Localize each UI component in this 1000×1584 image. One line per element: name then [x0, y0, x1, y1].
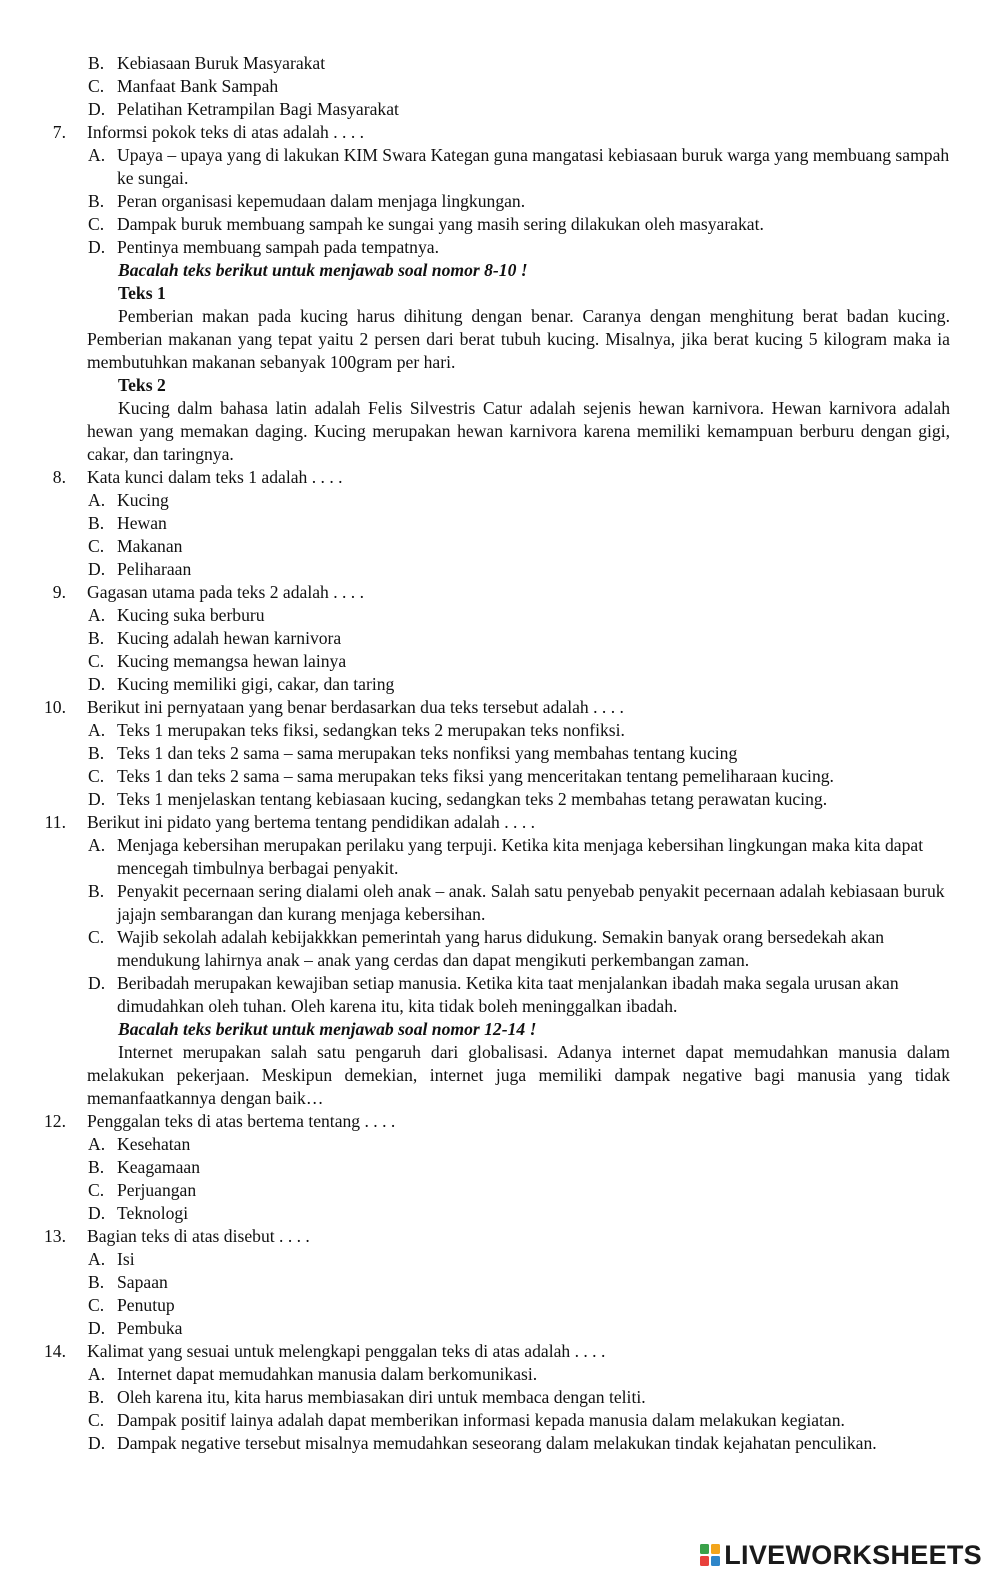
option-7b[interactable]	[0, 190, 1000, 213]
option-text: Makanan	[117, 536, 183, 556]
option-12a[interactable]	[0, 1133, 1000, 1156]
option-10d[interactable]	[0, 788, 1000, 811]
option-letter: D.	[88, 1433, 106, 1453]
option-letter: C.	[88, 536, 105, 556]
question-number: 8.	[52, 467, 66, 487]
option-14a[interactable]	[0, 1363, 1000, 1386]
speech-excerpt: Internet merupakan salah satu pengaruh dari globalisasi. Adanya internet dapat memudahkan manusia dalam melakukan pekerjaan. Meskipun demekian, internet juga memiliki dampak negative bagi manusia yang tidak memanfaatkannya dengan baik…	[87, 1042, 950, 1108]
option-8a[interactable]	[0, 489, 1000, 512]
option-8d[interactable]	[0, 558, 1000, 581]
option-text: Keagamaan	[117, 1157, 201, 1177]
question-number: 12.	[44, 1111, 66, 1131]
option-letter: D.	[88, 674, 106, 694]
option-14d[interactable]	[0, 1432, 1000, 1455]
option-letter: A.	[88, 1249, 106, 1269]
option-7d[interactable]	[0, 236, 1000, 259]
option-13d[interactable]	[0, 1317, 1000, 1340]
option-text: Peliharaan	[117, 559, 192, 579]
option-9b[interactable]	[0, 627, 1000, 650]
option-letter: D.	[88, 973, 106, 993]
option-letter: D.	[88, 1318, 106, 1338]
option-letter: B.	[88, 743, 105, 763]
option-10a[interactable]	[0, 719, 1000, 742]
option-8b[interactable]	[0, 512, 1000, 535]
option-letter: B.	[88, 191, 105, 211]
option-letter: D.	[88, 237, 106, 257]
option-letter: B.	[88, 513, 105, 533]
text-1-title: Teks 1	[118, 283, 166, 303]
option-letter: B.	[88, 1387, 105, 1407]
question-number: 14.	[44, 1341, 66, 1361]
question-number: 7.	[52, 122, 66, 142]
option-text: Teks 1 dan teks 2 sama – sama merupakan teks nonfiksi yang membahas tentang kucing	[117, 743, 738, 763]
option-text: Oleh karena itu, kita harus membiasakan diri untuk membaca dengan teliti.	[117, 1387, 646, 1407]
option-9c[interactable]	[0, 650, 1000, 673]
liveworksheets-logo-icon	[699, 1543, 721, 1567]
option-6d[interactable]	[0, 98, 1000, 121]
option-letter: B.	[88, 628, 105, 648]
option-letter: D.	[88, 789, 106, 809]
question-number: 9.	[52, 582, 66, 602]
option-letter: A.	[88, 145, 106, 165]
question-text: Gagasan utama pada teks 2 adalah . . . .	[87, 582, 364, 602]
option-text: Teks 1 dan teks 2 sama – sama merupakan teks fiksi yang menceritakan tentang pemeliharaan kucing.	[117, 766, 834, 786]
option-text: Dampak buruk membuang sampah ke sungai yang masih sering dilakukan oleh masyarakat.	[117, 214, 764, 234]
option-letter: C.	[88, 766, 105, 786]
option-letter: D.	[88, 99, 106, 119]
question-13	[0, 1225, 1000, 1248]
option-text: Penutup	[117, 1295, 175, 1315]
option-8c[interactable]	[0, 535, 1000, 558]
question-12	[0, 1110, 1000, 1133]
option-letter: A.	[88, 1134, 106, 1154]
option-text: Teks 1 merupakan teks fiksi, sedangkan teks 2 merupakan teks nonfiksi.	[117, 720, 625, 740]
option-text: Teknologi	[117, 1203, 189, 1223]
option-letter: A.	[88, 720, 106, 740]
option-text: Pelatihan Ketrampilan Bagi Masyarakat	[117, 99, 399, 119]
option-text: Penyakit pecernaan sering dialami oleh anak – anak. Salah satu penyebab penyakit pecernaan adalah kebiasaan buruk jajajn sembarangan dan kurang menjaga kebersihan.	[117, 881, 945, 924]
option-13c[interactable]	[0, 1294, 1000, 1317]
question-text: Informsi pokok teks di atas adalah . . . .	[87, 122, 365, 142]
option-text: Kebiasaan Buruk Masyarakat	[117, 53, 326, 73]
option-text: Kucing	[117, 490, 169, 510]
question-14	[0, 1340, 1000, 1363]
question-number: 13.	[44, 1226, 66, 1246]
option-text: Peran organisasi kepemudaan dalam menjaga lingkungan.	[117, 191, 526, 211]
option-11c[interactable]	[0, 926, 1000, 972]
option-14c[interactable]	[0, 1409, 1000, 1432]
option-text: Kucing adalah hewan karnivora	[117, 628, 342, 648]
question-7	[0, 121, 1000, 144]
question-text: Bagian teks di atas disebut . . . .	[87, 1226, 310, 1246]
option-letter: C.	[88, 1180, 105, 1200]
option-13a[interactable]	[0, 1248, 1000, 1271]
question-text: Kata kunci dalam teks 1 adalah . . . .	[87, 467, 343, 487]
option-letter: D.	[88, 559, 106, 579]
option-letter: C.	[88, 927, 105, 947]
option-text: Dampak positif lainya adalah dapat memberikan informasi kepada manusia dalam melakukan kegiatan.	[117, 1410, 845, 1430]
option-14b[interactable]	[0, 1386, 1000, 1409]
option-6c[interactable]	[0, 75, 1000, 98]
option-10c[interactable]	[0, 765, 1000, 788]
liveworksheets-brand[interactable]: LIVEWORKSHEETS	[724, 1539, 982, 1570]
question-text: Berikut ini pernyataan yang benar berdasarkan dua teks tersebut adalah . . . .	[87, 697, 624, 717]
option-text: Kucing suka berburu	[117, 605, 265, 625]
option-letter: B.	[88, 881, 105, 901]
option-text: Sapaan	[117, 1272, 168, 1292]
option-letter: B.	[88, 1272, 105, 1292]
option-text: Wajib sekolah adalah kebijakkkan pemerintah yang harus didukung. Semakin banyak orang bersedekah akan mendukung lahirnya anak – anak yang cerdas dan dapat mengikuti perkembangan zaman.	[117, 927, 885, 970]
option-letter: A.	[88, 835, 106, 855]
option-letter: B.	[88, 1157, 105, 1177]
option-letter: C.	[88, 76, 105, 96]
option-text: Manfaat Bank Sampah	[117, 76, 279, 96]
option-13b[interactable]	[0, 1271, 1000, 1294]
option-7c[interactable]	[0, 213, 1000, 236]
question-text: Berikut ini pidato yang bertema tentang pendidikan adalah . . . .	[87, 812, 536, 832]
reading-instruction: Bacalah teks berikut untuk menjawab soal nomor 8-10 !	[118, 260, 528, 280]
question-9	[0, 581, 1000, 604]
option-letter: C.	[88, 651, 105, 671]
option-12d[interactable]	[0, 1202, 1000, 1225]
option-11b[interactable]	[0, 880, 1000, 926]
question-10	[0, 696, 1000, 719]
question-number: 10.	[44, 697, 66, 717]
text-2-title: Teks 2	[118, 375, 166, 395]
worksheet-page	[0, 52, 1000, 1455]
option-letter: A.	[88, 605, 106, 625]
option-text: Menjaga kebersihan merupakan perilaku yang terpuji. Ketika kita menjaga kebersihan lingkungan maka kita dapat mencegah timbulnya berbagai penyakit.	[117, 835, 924, 878]
question-text: Kalimat yang sesuai untuk melengkapi penggalan teks di atas adalah . . . .	[87, 1341, 606, 1361]
option-text: Upaya – upaya yang di lakukan KIM Swara Kategan guna mangatasi kebiasaan buruk warga yang membuang sampah ke sungai.	[117, 145, 950, 188]
option-letter: A.	[88, 1364, 106, 1384]
option-9d[interactable]	[0, 673, 1000, 696]
option-11a[interactable]	[0, 834, 1000, 880]
option-text: Kesehatan	[117, 1134, 191, 1154]
option-text: Dampak negative tersebut misalnya memudahkan seseorang dalam melakukan tindak kejahatan penculikan.	[117, 1433, 877, 1453]
option-letter: C.	[88, 1410, 105, 1430]
option-text: Kucing memangsa hewan lainya	[117, 651, 347, 671]
option-12c[interactable]	[0, 1179, 1000, 1202]
text-1-body: Pemberian makan pada kucing harus dihitung dengan benar. Caranya dengan menghitung berat badan kucing. Pemberian makanan yang tepat yaitu 2 persen dari berat tubuh kucing. Misalnya, jika berat kucing 5 kilogram maka ia membutuhkan makanan sebanyak 100gram per hari.	[87, 306, 950, 372]
option-letter: D.	[88, 1203, 106, 1223]
option-12b[interactable]	[0, 1156, 1000, 1179]
option-10b[interactable]	[0, 742, 1000, 765]
option-text: Pentinya membuang sampah pada tempatnya.	[117, 237, 439, 257]
option-letter: C.	[88, 214, 105, 234]
option-text: Internet dapat memudahkan manusia dalam berkomunikasi.	[117, 1364, 538, 1384]
liveworksheets-footer	[699, 1538, 982, 1572]
option-letter: A.	[88, 490, 106, 510]
option-7a[interactable]	[0, 144, 1000, 190]
question-text: Penggalan teks di atas bertema tentang . . . .	[87, 1111, 396, 1131]
option-9a[interactable]	[0, 604, 1000, 627]
option-text: Isi	[117, 1249, 135, 1269]
question-11	[0, 811, 1000, 834]
option-text: Hewan	[117, 513, 167, 533]
option-text: Beribadah merupakan kewajiban setiap manusia. Ketika kita taat menjalankan ibadah maka segala urusan akan dimudahkan oleh tuhan. Oleh karena itu, kita tidak boleh meninggalkan ibadah.	[117, 973, 899, 1016]
option-text: Pembuka	[117, 1318, 183, 1338]
text-2-body: Kucing dalm bahasa latin adalah Felis Silvestris Catur adalah sejenis hewan karnivora. Hewan karnivora adalah hewan yang memakan daging. Kucing merupakan hewan karnivora karena memiliki kemampuan berburu dengan gigi, cakar, dan taringnya.	[87, 398, 950, 464]
option-6b[interactable]	[0, 52, 1000, 75]
option-letter: C.	[88, 1295, 105, 1315]
option-text: Perjuangan	[117, 1180, 197, 1200]
option-11d[interactable]	[0, 972, 1000, 1018]
option-text: Teks 1 menjelaskan tentang kebiasaan kucing, sedangkan teks 2 membahas tetang perawatan kucing.	[117, 789, 828, 809]
question-number: 11.	[44, 812, 66, 832]
question-8	[0, 466, 1000, 489]
option-text: Kucing memiliki gigi, cakar, dan taring	[117, 674, 395, 694]
option-letter: B.	[88, 53, 105, 73]
reading-instruction: Bacalah teks berikut untuk menjawab soal nomor 12-14 !	[118, 1019, 537, 1039]
